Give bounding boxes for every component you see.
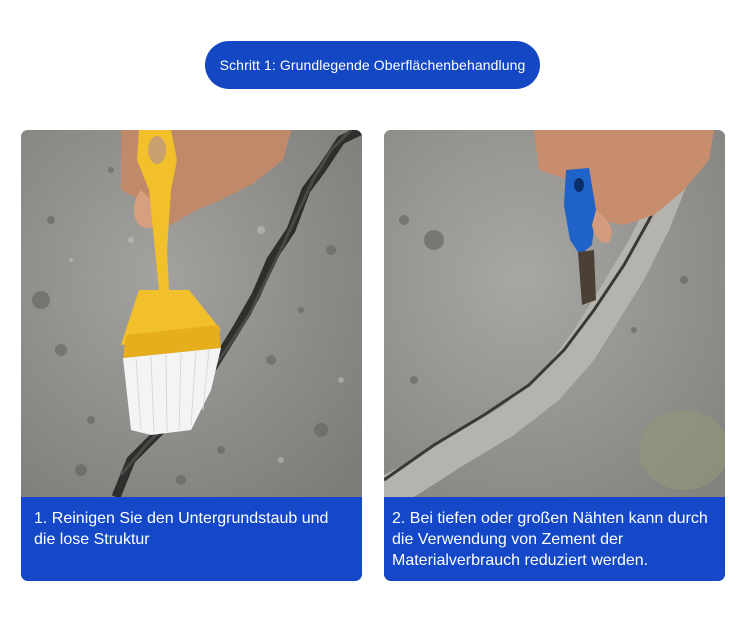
step-title-pill xyxy=(205,41,540,89)
cement-filling-photo xyxy=(384,130,725,497)
step-caption-cement: 2. Bei tiefen oder großen Nähten kann durch die Verwendung von Zement der Materialverbrauch reduziert werden. xyxy=(384,497,725,581)
step-caption-clean: 1. Reinigen Sie den Untergrundstaub und die lose Struktur xyxy=(21,497,362,581)
step-title: Schritt 1: Grundlegende Oberflächenbehandlung xyxy=(219,57,526,73)
step-card-cement xyxy=(384,130,725,581)
crack-cleaning-photo xyxy=(21,130,362,497)
step-card-clean xyxy=(21,130,362,581)
